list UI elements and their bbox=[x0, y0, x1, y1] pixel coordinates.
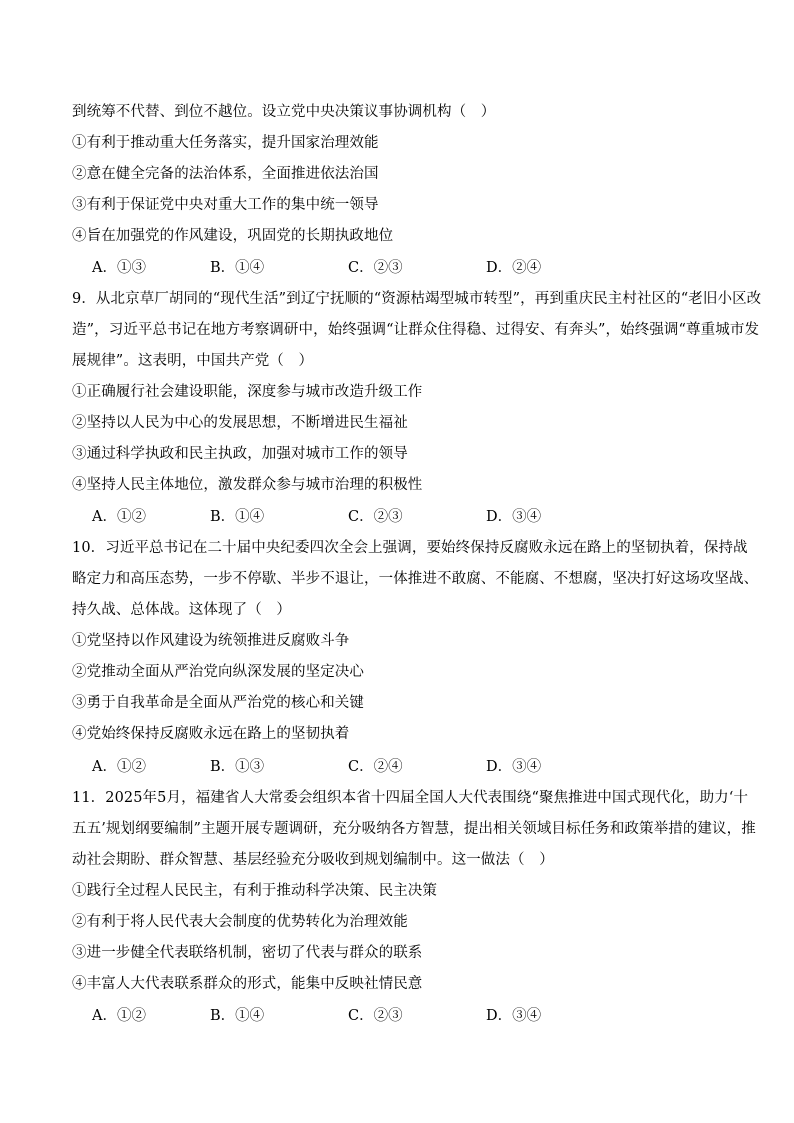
question-10-stem-line-1: 10．习近平总书记在二十届中央纪委四次全会上强调，要始终保持反腐败永远在路上的坚韧执着，保持战 bbox=[72, 540, 748, 556]
question-9-choice-c[interactable]: C．②③ bbox=[348, 509, 403, 525]
question-9-option-1: ①正确履行社会建设职能，深度参与城市改造升级工作 bbox=[72, 384, 423, 400]
question-8-choice-a[interactable]: A．①③ bbox=[92, 260, 146, 276]
question-9-stem-line-3: 展规律”。这表明，中国共产党（ ） bbox=[72, 353, 314, 369]
question-8-option-3: ③有利于保证党中央对重大工作的集中统一领导 bbox=[72, 197, 379, 213]
question-11-option-4: ④丰富人大代表联系群众的形式，能集中反映社情民意 bbox=[72, 976, 423, 992]
question-11-stem-line-3: 动社会期盼、群众智慧、基层经验充分吸收到规划编制中。这一做法（ ） bbox=[72, 852, 554, 868]
question-8-choice-d[interactable]: D．②④ bbox=[486, 260, 542, 276]
question-10-option-3: ③勇于自我革命是全面从严治党的核心和关键 bbox=[72, 695, 364, 711]
question-8-stem-tail: 到统筹不代替、到位不越位。设立党中央决策议事协调机构（ ） bbox=[72, 104, 496, 120]
question-8-option-1: ①有利于推动重大任务落实，提升国家治理效能 bbox=[72, 135, 379, 151]
question-9-option-4: ④坚持人民主体地位，激发群众参与城市治理的积极性 bbox=[72, 477, 423, 493]
question-10-choice-d[interactable]: D．③④ bbox=[486, 759, 542, 775]
question-9-choice-b[interactable]: B．①④ bbox=[210, 509, 265, 525]
question-10-choice-b[interactable]: B．①③ bbox=[210, 759, 265, 775]
question-8-option-2: ②意在健全完备的法治体系，全面推进依法治国 bbox=[72, 166, 379, 182]
question-10-option-2: ②党推动全面从严治党向纵深发展的坚定决心 bbox=[72, 664, 364, 680]
question-9-choice-d[interactable]: D．③④ bbox=[486, 509, 542, 525]
question-11-stem-line-2: 五五’规划纲要编制”主题开展专题调研，充分吸纳各方智慧，提出相关领域目标任务和政策举措的建议，推 bbox=[72, 821, 756, 837]
question-9-choice-a[interactable]: A．①② bbox=[92, 509, 146, 525]
question-11-option-3: ③进一步健全代表联络机制，密切了代表与群众的联系 bbox=[72, 945, 423, 961]
question-10-option-1: ①党坚持以作风建设为统领推进反腐败斗争 bbox=[72, 633, 350, 649]
question-10-option-4: ④党始终保持反腐败永远在路上的坚韧执着 bbox=[72, 726, 350, 742]
question-10-stem-line-2: 略定力和高压态势，一步不停歇、半步不退让，一体推进不敢腐、不能腐、不想腐，坚决打好这场攻坚战、 bbox=[72, 571, 759, 587]
question-9-stem-line-1: 9．从北京草厂胡同的“现代生活”到辽宁抚顺的“资源枯竭型城市转型”，再到重庆民主村社区的“老旧小区改 bbox=[72, 291, 762, 307]
question-10-choice-a[interactable]: A．①② bbox=[92, 759, 146, 775]
question-11-choice-d[interactable]: D．③④ bbox=[486, 1008, 542, 1024]
question-11-stem-line-1: 11．2025年5月，福建省人大常委会组织本省十四届全国人大代表围绕“聚焦推进中国式现代化，助力‘十 bbox=[72, 790, 749, 806]
question-11-option-2: ②有利于将人民代表大会制度的优势转化为治理效能 bbox=[72, 914, 408, 930]
question-10-choice-c[interactable]: C．②④ bbox=[348, 759, 403, 775]
question-11-choice-c[interactable]: C．②③ bbox=[348, 1008, 403, 1024]
question-9-stem-line-2: 造”，习近平总书记在地方考察调研中，始终强调“让群众住得稳、过得安、有奔头”，始终强调“尊重城市发 bbox=[72, 322, 760, 338]
question-11-option-1: ①践行全过程人民民主，有利于推动科学决策、民主决策 bbox=[72, 883, 437, 899]
question-8-choice-c[interactable]: C．②③ bbox=[348, 260, 403, 276]
question-8-choice-b[interactable]: B．①④ bbox=[210, 260, 265, 276]
question-11-choice-a[interactable]: A．①② bbox=[92, 1008, 146, 1024]
question-9-option-2: ②坚持以人民为中心的发展思想，不断增进民生福祉 bbox=[72, 415, 408, 431]
question-11-choice-b[interactable]: B．①④ bbox=[210, 1008, 265, 1024]
question-10-stem-line-3: 持久战、总体战。这体现了（ ） bbox=[72, 602, 291, 618]
question-9-option-3: ③通过科学执政和民主执政，加强对城市工作的领导 bbox=[72, 446, 408, 462]
question-8-option-4: ④旨在加强党的作风建设，巩固党的长期执政地位 bbox=[72, 228, 394, 244]
